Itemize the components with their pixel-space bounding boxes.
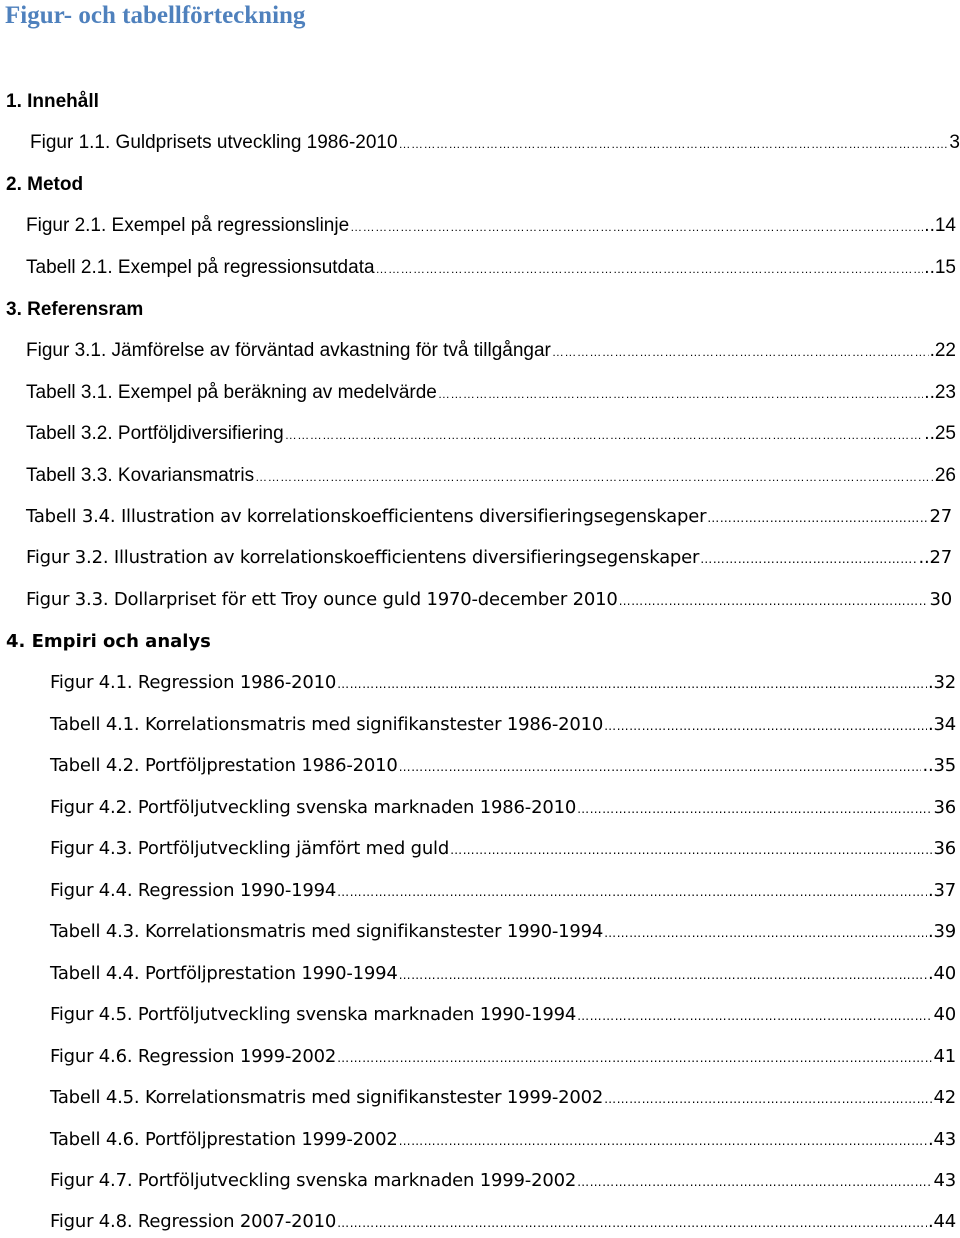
- toc-entry-label: Figur 4.1. Regression 1986-2010: [50, 672, 337, 693]
- toc-entry[interactable]: [26, 461, 956, 491]
- toc-leader: [450, 835, 932, 865]
- toc-entry-label: Tabell 4.6. Portföljprestation 1999-2002: [50, 1129, 398, 1150]
- toc-entry-label: Tabell 4.5. Korrelationsmatris med signifikanstester 1999-2002: [50, 1087, 604, 1108]
- toc-leader: [438, 379, 923, 409]
- toc-leader: [399, 129, 949, 159]
- toc-leader: [399, 1126, 927, 1156]
- toc-entry[interactable]: [26, 585, 952, 615]
- toc-entry-page: 30: [929, 589, 952, 610]
- toc-leader: [604, 711, 927, 741]
- toc-leader: [577, 1001, 932, 1031]
- toc-entry-label: Figur 4.6. Regression 1999-2002: [50, 1046, 337, 1067]
- section-heading: 4. Empiri och analys: [6, 631, 211, 652]
- toc-entry-label: Tabell 3.1. Exempel på beräkning av medelvärde: [26, 382, 437, 403]
- toc-entry-label: Tabell 4.4. Portföljprestation 1990-1994: [50, 963, 398, 984]
- toc-entry[interactable]: [26, 502, 952, 532]
- toc-entry-page: .37: [927, 880, 956, 901]
- toc-leader: [285, 420, 924, 450]
- page-title: Figur- och tabellförteckning: [5, 2, 306, 29]
- toc-entry-label: Figur 4.7. Portföljutveckling svenska marknaden 1999-2002: [50, 1170, 577, 1191]
- toc-entry-page: 41: [933, 1046, 956, 1067]
- toc-entry[interactable]: [26, 543, 952, 573]
- toc-entry-page: ..27: [918, 547, 952, 568]
- toc-entry[interactable]: [50, 959, 956, 989]
- toc-entry-label: Tabell 4.3. Korrelationsmatris med signifikanstester 1990-1994: [50, 921, 604, 942]
- toc-entry-page: 27: [929, 506, 952, 527]
- toc-entry-label: Figur 4.2. Portföljutveckling svenska marknaden 1986-2010: [50, 797, 577, 818]
- toc-entry-page: 36: [933, 797, 956, 818]
- toc-leader: [350, 212, 923, 242]
- toc-entry-page: 26: [934, 465, 956, 486]
- section-heading: 2. Metod: [6, 174, 84, 195]
- toc-entry[interactable]: [50, 1042, 956, 1072]
- toc-entry-page: .32: [927, 672, 956, 693]
- toc-entry-page: 43: [933, 1170, 956, 1191]
- toc-entry-page: 42: [933, 1087, 956, 1108]
- toc-entry-label: Tabell 4.1. Korrelationsmatris med signifikanstester 1986-2010: [50, 714, 604, 735]
- toc-entry-label: Figur 3.2. Illustration av korrelationskoefficientens diversifieringsegenskaper: [26, 547, 700, 568]
- toc-entry-page: 3: [949, 132, 960, 153]
- toc-entry-label: Figur 4.4. Regression 1990-1994: [50, 880, 337, 901]
- toc-entry-label: Figur 4.3. Portföljutveckling jämfört med guld: [50, 838, 450, 859]
- toc-entry[interactable]: [50, 751, 956, 781]
- toc-entry-label: Figur 4.5. Portföljutveckling svenska marknaden 1990-1994: [50, 1004, 577, 1025]
- toc-leader: [604, 918, 927, 948]
- toc-entry-label: Tabell 3.4. Illustration av korrelationskoefficientens diversifieringsegenskaper: [26, 506, 707, 527]
- toc-entry-page: ..14: [924, 215, 956, 236]
- toc-entry[interactable]: [50, 1166, 956, 1196]
- toc-leader: [707, 503, 928, 533]
- toc-entry-page: ..23: [924, 382, 956, 403]
- toc-entry-page: 40: [933, 1004, 956, 1025]
- toc-entry-label: Figur 3.3. Dollarpriset för ett Troy ounce guld 1970-december 2010: [26, 589, 618, 610]
- toc-entry-page: .44: [927, 1211, 956, 1232]
- toc-entry[interactable]: [26, 253, 956, 283]
- toc-entry[interactable]: [30, 128, 960, 158]
- toc-entry-page: .39: [927, 921, 956, 942]
- toc-leader: [337, 877, 927, 907]
- toc-entry-label: Tabell 3.3. Kovariansmatris: [26, 465, 255, 486]
- toc-entry[interactable]: [50, 834, 956, 864]
- toc-entry-label: Tabell 2.1. Exempel på regressionsutdata: [26, 257, 375, 278]
- toc-leader: [399, 960, 927, 990]
- toc-entry-label: Figur 1.1. Guldprisets utveckling 1986-2010: [30, 132, 398, 153]
- section-heading: 1. Innehåll: [6, 91, 99, 112]
- toc-entry-page: 36: [933, 838, 956, 859]
- toc-leader: [552, 337, 929, 367]
- toc-entry-label: Figur 4.8. Regression 2007-2010: [50, 1211, 337, 1232]
- toc-leader: [337, 1208, 927, 1238]
- toc-entry-page: ..15: [924, 257, 956, 278]
- toc-leader: [619, 586, 929, 616]
- toc-entry[interactable]: [50, 668, 956, 698]
- toc-entry[interactable]: [50, 1083, 956, 1113]
- toc-entry-label: Figur 2.1. Exempel på regressionslinje: [26, 215, 350, 236]
- toc-entry[interactable]: [50, 876, 956, 906]
- toc-leader: [700, 544, 917, 574]
- toc-entry[interactable]: [50, 1125, 956, 1155]
- toc-entry[interactable]: [50, 1000, 956, 1030]
- toc-leader: [255, 462, 934, 492]
- toc-leader: [577, 794, 932, 824]
- toc-entry[interactable]: [50, 793, 956, 823]
- toc-entry-label: Tabell 4.2. Portföljprestation 1986-2010: [50, 755, 398, 776]
- toc-leader: [577, 1167, 932, 1197]
- section-heading: 3. Referensram: [6, 299, 144, 320]
- toc-entry[interactable]: [50, 1207, 956, 1237]
- toc-entry-page: .40: [927, 963, 956, 984]
- toc-leader: [337, 1043, 932, 1073]
- toc-entry[interactable]: [26, 336, 956, 366]
- toc-entry[interactable]: [26, 419, 956, 449]
- toc-entry-page: ..25: [924, 423, 956, 444]
- toc-entry-page: .43: [927, 1129, 956, 1150]
- toc-entry[interactable]: [26, 211, 956, 241]
- toc-leader: [399, 752, 922, 782]
- toc-leader: [376, 254, 924, 284]
- toc-entry[interactable]: [50, 917, 956, 947]
- toc-leader: [337, 669, 927, 699]
- toc-entry-page: .34: [927, 714, 956, 735]
- toc-leader: [604, 1084, 932, 1114]
- toc-entry[interactable]: [50, 710, 956, 740]
- toc-entry-page: ..35: [922, 755, 956, 776]
- toc-entry[interactable]: [26, 378, 956, 408]
- toc-entry-page: .22: [929, 340, 956, 361]
- toc-entry-label: Figur 3.1. Jämförelse av förväntad avkastning för två tillgångar: [26, 340, 551, 361]
- toc-entry-label: Tabell 3.2. Portföljdiversifiering: [26, 423, 284, 444]
